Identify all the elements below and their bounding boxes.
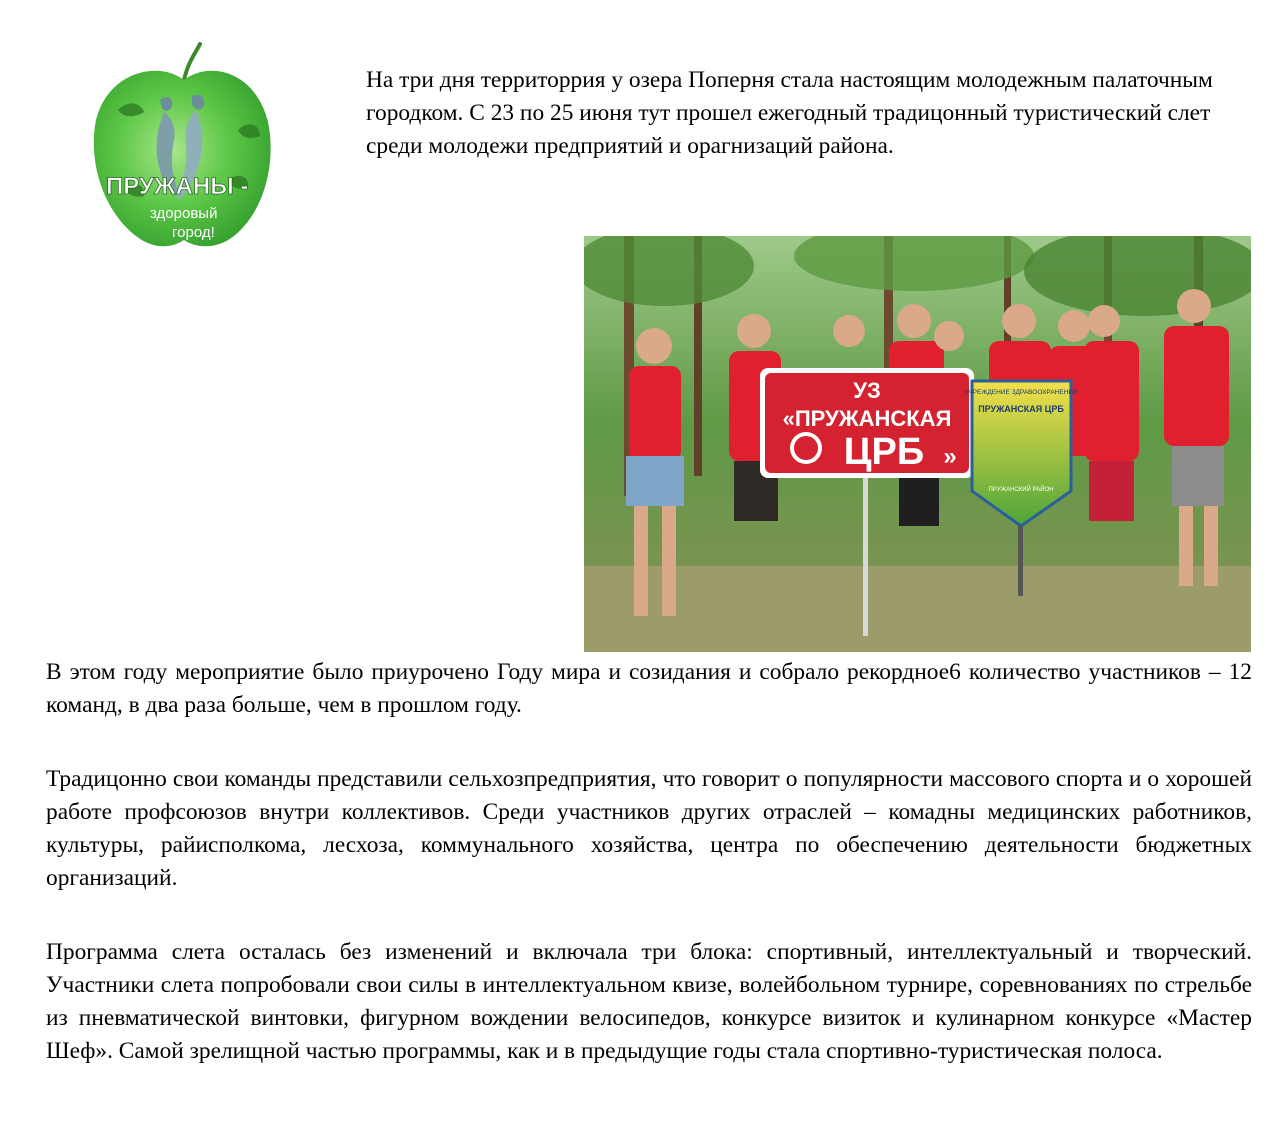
apple-logo-graphic <box>88 40 278 255</box>
banner-bottom-text: ПРУЖАНСКИЙ РАЙОН <box>988 487 1054 493</box>
logo-subtitle-line2: город! <box>172 224 215 241</box>
team-sign <box>760 368 974 478</box>
group-photo-illustration <box>584 236 1251 652</box>
paragraph-program: Программа слета осталась без изменений и включала три блока: спортивный, интеллектуальный и творческий. Участники слета попробовали свои силы в интеллектуальном квизе, волейбольном турнире, соревнованиях по стрельбе из пневматической винтовки, фигурном вождении велосипедов, конкурсе визиток и кулинарном конкурсе «Мастер Шеф». Самой зрелищной частью программы, как и в предыдущие годы стала спортивно-туристическая полоса. <box>46 939 1252 1064</box>
sign-line3: ЦРБ <box>843 431 925 473</box>
sign-line1: УЗ <box>853 378 881 403</box>
sign-line2: «ПРУЖАНСКАЯ <box>782 406 952 431</box>
intro-paragraph: На три дня территоррия у озера Поперня стала настоящим молодежным палаточным городком. С 23 по 25 июня тут прошел ежегодный традицонный туристический слет среди молодежи предприятий и орагнизаций района. <box>366 67 1213 159</box>
paragraph-event-dedication: В этом году мероприятие было приурочено Году мира и созидания и собрало рекордное6 количество участников – 12 команд, в два раза больше, чем в прошлом году. <box>46 659 1252 718</box>
paragraph-teams: Традицонно свои команды представили сельхозпредприятия, что говорит о популярности массового спорта и о хорошей работе профсоюзов внутри коллективов. Среди участников других отраслей – комадны медицинских работников, культуры, райисполкома, лесхоза, коммунального хозяйства, центра по обеспечению деятельности бюджетных организаций. <box>46 766 1252 891</box>
group-photo <box>584 236 1251 652</box>
sign-line3-mark: » <box>943 443 957 470</box>
banner-title-text: ПРУЖАНСКАЯ ЦРБ <box>978 404 1064 414</box>
logo <box>88 40 278 255</box>
banner-top-text: УЧРЕЖДЕНИЕ ЗДРАВООХРАНЕНИЯ <box>964 389 1078 396</box>
logo-title: ПРУЖАНЫ - <box>106 173 249 200</box>
logo-subtitle-line1: здоровый <box>150 205 218 222</box>
